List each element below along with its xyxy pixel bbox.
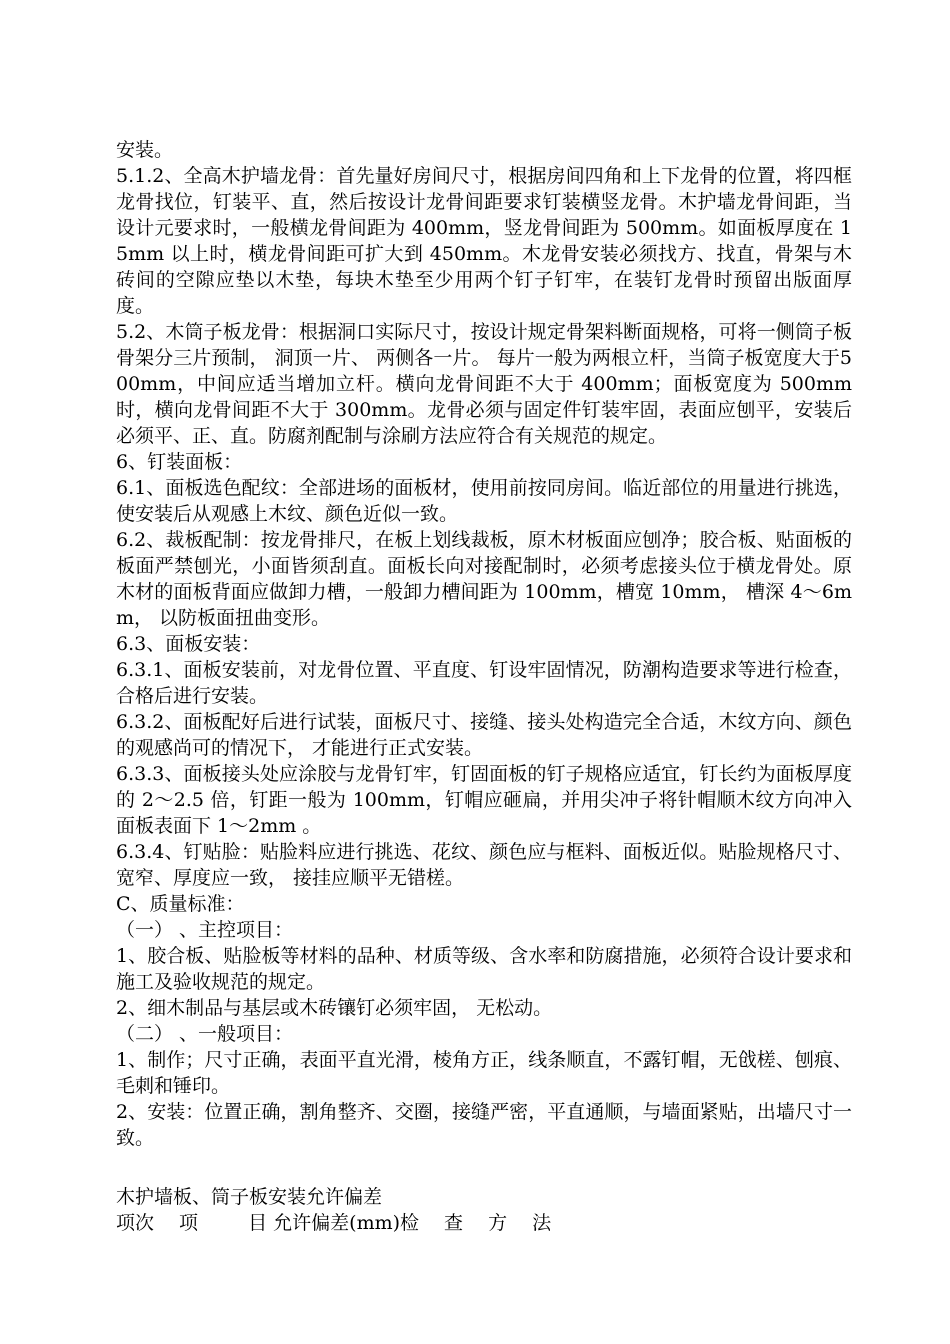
table-title: 木护墙板、筒子板安装允许偏差: [116, 1186, 383, 1208]
table-header-row: 项次 项 目 允许偏差(mm)检 查 方 法: [116, 1212, 552, 1234]
paragraph-5-1-2: 5.1.2、全高木护墙龙骨：首先量好房间尺寸，根据房间四角和上下龙骨的位置，将四框龙骨找位，钉装平、直，然后按设计龙骨间距要求钉装横竖龙骨。木护墙龙骨间距，当设计元要求时，一般横龙骨间距为 400mm，竖龙骨间距为 500mm。如面板厚度在 15mm 以上时，横龙骨间距可扩大到 450mm。木龙骨安装必须找方、找直，骨架与木砖间的空隙应垫以木垫，每块木垫至少用两个钉子钉牢，在装钉龙骨时预留出版面厚度。: [116, 165, 852, 317]
paragraph-main-2: 2、细木制品与基层或木砖镶钉必须牢固， 无松动。: [116, 997, 553, 1019]
document-body: [116, 137, 852, 1151]
paragraph-6-3-4: 6.3.4、钉贴脸：贴脸料应进行挑选、花纹、颜色应与框料、面板近似。贴脸规格尺寸、宽窄、厚度应一致， 接挂应顺平无错槎。: [116, 841, 852, 889]
paragraph-general-1: 1、制作；尺寸正确，表面平直光滑，棱角方正，线条顺直，不露钉帽，无戗槎、刨痕、毛刺和锤印。: [116, 1049, 852, 1097]
paragraph-main-1: 1、胶合板、贴脸板等材料的品种、材质等级、含水率和防腐措施，必须符合设计要求和施工及验收规范的规定。: [116, 945, 852, 993]
heading-6: 6、钉装面板：: [116, 451, 243, 473]
paragraph-6-1: 6.1、面板选色配纹：全部进场的面板材，使用前按同房间。临近部位的用量进行挑选， 使安装后从观感上木纹、颜色近似一致。: [116, 477, 852, 525]
heading-6-3: 6.3、面板安装：: [116, 633, 261, 655]
paragraph-6-2: 6.2、裁板配制：按龙骨排尺，在板上划线裁板，原木材板面应刨净；胶合板、贴面板的板面严禁刨光，小面皆须刮直。面板长向对接配制时，必须考虑接头位于横龙骨处。原木材的面板背面应做卸力槽，一般卸力槽间距为 100mm，槽宽 10mm， 槽深 4～6mm， 以防板面扭曲变形。: [116, 529, 852, 629]
paragraph-general-2: 2、安装：位置正确，割角整齐、交圈，接缝严密，平直通顺，与墙面紧贴，出墙尺寸一致。: [116, 1101, 852, 1149]
paragraph-6-3-1: 6.3.1、面板安装前，对龙骨位置、平直度、钉设牢固情况，防潮构造要求等进行检查， 合格后进行安装。: [116, 659, 852, 707]
paragraph-install-end: 安装。: [116, 139, 174, 161]
tolerance-table: [116, 1184, 852, 1236]
heading-main-items: （一） 、主控项目：: [116, 919, 294, 941]
heading-general-items: （二） 、一般项目：: [116, 1023, 294, 1045]
paragraph-5-2: 5.2、木筒子板龙骨：根据洞口实际尺寸，按设计规定骨架料断面规格，可将一侧筒子板骨架分三片预制， 洞顶一片、 两侧各一片。 每片一般为两根立杆，当筒子板宽度大于500mm，中间应适当增加立杆。横向龙骨间距不大于 400mm；面板宽度为 500mm 时，横向龙骨间距不大于 300mm。龙骨必须与固定件钉装牢固，表面应刨平，安装后必须平、正、直。防腐剂配制与涂刷方法应符合有关规范的规定。: [116, 321, 852, 447]
heading-c-quality: C、质量标准：: [116, 893, 245, 915]
paragraph-6-3-3: 6.3.3、面板接头处应涂胶与龙骨钉牢，钉固面板的钉子规格应适宜，钉长约为面板厚度的 2～2.5 倍，钉距一般为 100mm，钉帽应砸扁，并用尖冲子将针帽顺木纹方向冲入面板表面下 1～2mm 。: [116, 763, 852, 837]
paragraph-6-3-2: 6.3.2、面板配好后进行试装，面板尺寸、接缝、接头处构造完全合适，木纹方向、颜色的观感尚可的情况下， 才能进行正式安装。: [116, 711, 852, 759]
